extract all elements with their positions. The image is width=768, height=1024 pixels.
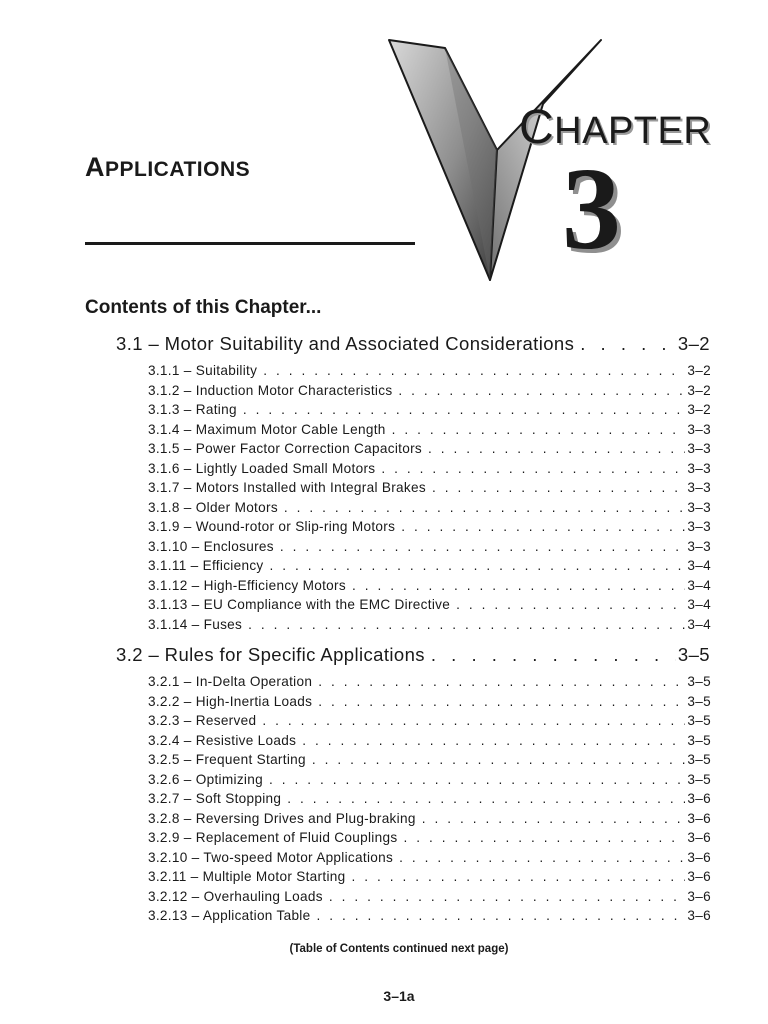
chapter-number: 3 <box>562 143 621 274</box>
toc-item[interactable] <box>148 791 711 806</box>
toc-section-title: 3.1 – Motor Suitability and Associated Considerations <box>116 333 575 354</box>
toc-item-title: 3.1.14 – Fuses <box>148 617 243 632</box>
toc-item-page: 3–4 <box>687 558 711 573</box>
page-number: 3–1a <box>383 988 415 1004</box>
toc-section-3-1[interactable] <box>116 333 710 355</box>
toc-item-title: 3.1.2 – Induction Motor Characteristics <box>148 383 393 398</box>
toc-leader-dots <box>287 791 685 806</box>
toc-item-title: 3.2.1 – In-Delta Operation <box>148 674 313 689</box>
toc-item-page: 3–2 <box>687 402 711 417</box>
toc-item[interactable] <box>148 694 711 709</box>
toc-item-page: 3–3 <box>687 480 711 495</box>
toc-item-page: 3–6 <box>687 811 711 826</box>
toc-item-page: 3–5 <box>687 733 711 748</box>
toc-item-title: 3.1.1 – Suitability <box>148 363 258 378</box>
toc-item-page: 3–6 <box>687 869 711 884</box>
toc-leader-dots <box>312 752 686 767</box>
toc-item-title: 3.2.5 – Frequent Starting <box>148 752 306 767</box>
toc-item[interactable] <box>148 402 711 417</box>
toc-leader-dots <box>422 811 686 826</box>
toc-item-page: 3–5 <box>687 772 711 787</box>
toc-leader-dots <box>432 480 685 495</box>
toc-item[interactable] <box>148 674 711 689</box>
toc-section-page: 3–2 <box>677 333 710 354</box>
toc-item[interactable] <box>148 830 711 845</box>
toc-leader-dots <box>352 578 685 593</box>
toc-item-title: 3.2.11 – Multiple Motor Starting <box>148 869 346 884</box>
toc-item[interactable] <box>148 363 711 378</box>
toc-item-title: 3.2.12 – Overhauling Loads <box>148 889 323 904</box>
toc-leader-dots <box>270 558 686 573</box>
toc-item-title: 3.2.9 – Replacement of Fluid Couplings <box>148 830 398 845</box>
toc-item[interactable] <box>148 441 711 456</box>
title-underline <box>85 242 415 245</box>
toc-leader-dots <box>318 694 685 709</box>
toc-leader-dots <box>317 908 686 923</box>
toc-item-page: 3–5 <box>687 694 711 709</box>
toc-item[interactable] <box>148 383 711 398</box>
toc-item[interactable] <box>148 713 711 728</box>
toc-item-page: 3–2 <box>687 383 711 398</box>
toc-item-title: 3.2.6 – Optimizing <box>148 772 263 787</box>
toc-leader-dots <box>329 889 686 904</box>
toc-item-title: 3.1.10 – Enclosures <box>148 539 274 554</box>
toc-item-title: 3.2.10 – Two-speed Motor Applications <box>148 850 394 865</box>
toc-item-page: 3–4 <box>687 617 711 632</box>
toc-leader-dots <box>318 674 685 689</box>
toc-item-title: 3.1.7 – Motors Installed with Integral Brakes <box>148 480 426 495</box>
toc-item[interactable] <box>148 422 711 437</box>
toc-item-page: 3–4 <box>687 578 711 593</box>
toc-item-title: 3.2.3 – Reserved <box>148 713 257 728</box>
toc-leader-dots <box>381 461 685 476</box>
toc-item-title: 3.1.13 – EU Compliance with the EMC Directive <box>148 597 451 612</box>
toc-leader-dots <box>403 830 685 845</box>
toc-item-title: 3.2.4 – Resistive Loads <box>148 733 297 748</box>
toc-item[interactable] <box>148 597 711 612</box>
toc-item[interactable] <box>148 752 711 767</box>
chapter-label-initial: C <box>519 101 555 154</box>
toc-item[interactable] <box>148 772 711 787</box>
toc-item[interactable] <box>148 578 711 593</box>
toc-leader-dots <box>399 850 685 865</box>
toc-item-page: 3–4 <box>687 597 711 612</box>
toc-item-title: 3.1.3 – Rating <box>148 402 237 417</box>
toc-leader-dots <box>352 869 686 884</box>
toc-item[interactable] <box>148 500 711 515</box>
toc-leader-dots <box>431 644 676 666</box>
toc-section-title: 3.2 – Rules for Specific Applications <box>116 644 425 665</box>
toc-leader-dots <box>248 617 685 632</box>
toc-leader-dots <box>243 402 686 417</box>
toc-item-page: 3–5 <box>687 752 711 767</box>
toc-item[interactable] <box>148 617 711 632</box>
toc-item-page: 3–6 <box>687 908 711 923</box>
toc-item-title: 3.1.8 – Older Motors <box>148 500 278 515</box>
toc-item-page: 3–6 <box>687 850 711 865</box>
toc-item[interactable] <box>148 519 711 534</box>
toc-leader-dots <box>398 383 685 398</box>
toc-item[interactable] <box>148 733 711 748</box>
toc-item[interactable] <box>148 558 711 573</box>
toc-leader-dots <box>428 441 685 456</box>
toc-item-title: 3.1.11 – Efficiency <box>148 558 264 573</box>
toc-item-title: 3.2.13 – Application Table <box>148 908 311 923</box>
toc-leader-dots <box>392 422 686 437</box>
toc-leader-dots <box>580 333 676 355</box>
toc-leader-dots <box>284 500 685 515</box>
toc-item-page: 3–3 <box>687 519 711 534</box>
chapter-title <box>85 152 250 183</box>
toc-item-title: 3.1.4 – Maximum Motor Cable Length <box>148 422 386 437</box>
toc-item-page: 3–6 <box>687 889 711 904</box>
toc-item-page: 3–2 <box>687 363 711 378</box>
toc-leader-dots <box>302 733 685 748</box>
toc-leader-dots <box>263 363 685 378</box>
toc-item-page: 3–6 <box>687 791 711 806</box>
toc-item[interactable] <box>148 869 711 884</box>
toc-item-page: 3–6 <box>687 830 711 845</box>
toc-item-title: 3.2.2 – High-Inertia Loads <box>148 694 313 709</box>
toc-item-title: 3.1.5 – Power Factor Correction Capacitors <box>148 441 423 456</box>
toc-leader-dots <box>262 713 685 728</box>
toc-item-title: 3.1.9 – Wound-rotor or Slip-ring Motors <box>148 519 396 534</box>
toc-item-title: 3.2.7 – Soft Stopping <box>148 791 282 806</box>
toc-section-page: 3–5 <box>677 644 710 665</box>
toc-item[interactable] <box>148 539 711 554</box>
toc-item[interactable] <box>148 850 711 865</box>
toc-item-page: 3–5 <box>687 713 711 728</box>
toc-leader-dots <box>456 597 685 612</box>
toc-item[interactable] <box>148 889 711 904</box>
chapter-chevron-logo <box>385 38 720 288</box>
toc-item-page: 3–3 <box>687 539 711 554</box>
toc-item[interactable] <box>148 480 711 495</box>
chapter-label-rest: HAPTER <box>554 110 712 152</box>
toc-item-page: 3–5 <box>687 674 711 689</box>
toc-item[interactable] <box>148 908 711 923</box>
toc-leader-dots <box>269 772 685 787</box>
chapter-title-rest: PPLICATIONS <box>105 158 251 181</box>
toc-leader-dots <box>280 539 686 554</box>
chapter-title-initial: A <box>85 152 105 182</box>
toc-item-page: 3–3 <box>687 441 711 456</box>
contents-heading: Contents of this Chapter... <box>85 297 322 318</box>
toc-item-page: 3–3 <box>687 461 711 476</box>
toc-item-title: 3.1.6 – Lightly Loaded Small Motors <box>148 461 376 476</box>
toc-leader-dots <box>401 519 685 534</box>
toc-item-title: 3.2.8 – Reversing Drives and Plug-braking <box>148 811 416 826</box>
toc-item[interactable] <box>148 461 711 476</box>
toc-item-title: 3.1.12 – High-Efficiency Motors <box>148 578 346 593</box>
toc-section-3-2[interactable] <box>116 644 710 666</box>
toc-item-page: 3–3 <box>687 422 711 437</box>
toc-item[interactable] <box>148 811 711 826</box>
toc-item-page: 3–3 <box>687 500 711 515</box>
continued-note: (Table of Contents continued next page) <box>289 943 509 955</box>
